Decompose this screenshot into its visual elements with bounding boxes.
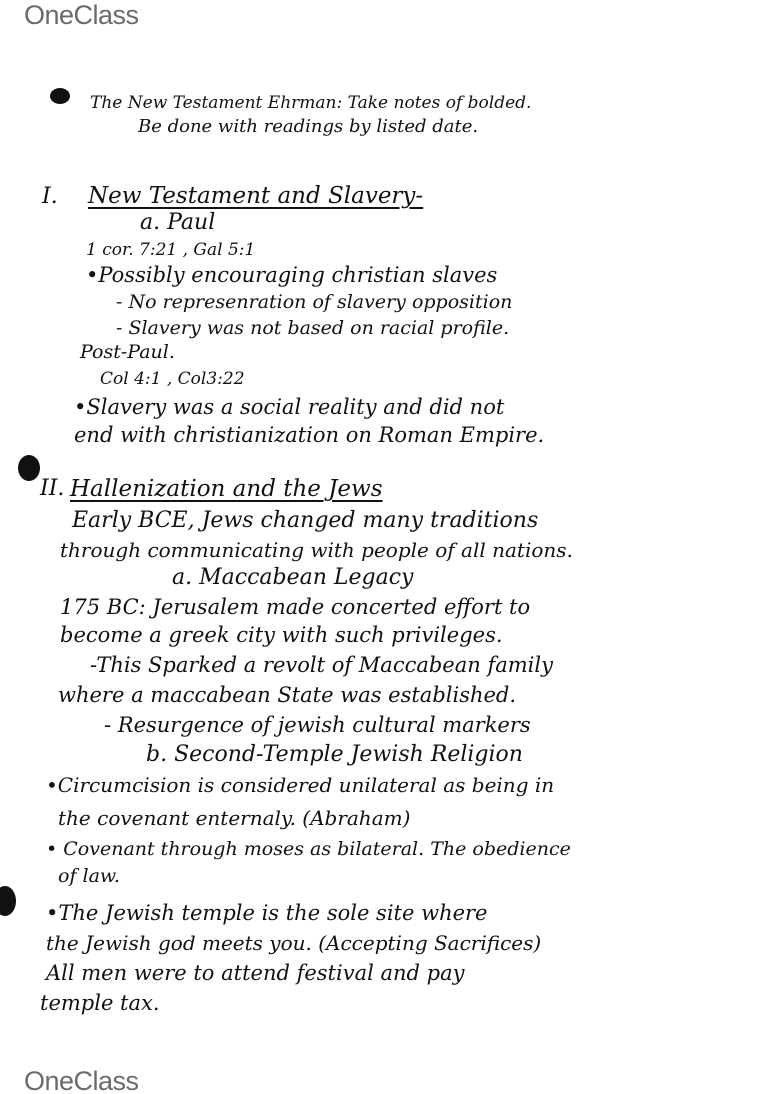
scripture-reference: 1 cor. 7:21 , Gal 5:1 (86, 240, 256, 260)
note-line: through communicating with people of all nations. (60, 538, 573, 562)
oneclass-logo-bottom: OneClass (24, 1066, 139, 1094)
section-number: I. (42, 184, 58, 209)
oneclass-logo-top: OneClass (24, 0, 139, 30)
note-line: •The Jewish temple is the sole site where (46, 901, 488, 925)
note-line: become a greek city with such privileges. (60, 623, 503, 647)
subheading: b. Second-Temple Jewish Religion (146, 742, 523, 767)
hole-punch-mark (18, 455, 40, 481)
note-line: Early BCE, Jews changed many traditions (72, 508, 539, 533)
note-line: - Resurgence of jewish cultural markers (104, 713, 531, 737)
note-line: of law. (58, 865, 120, 887)
note-line: the Jewish god meets you. (Accepting Sacrifices) (46, 931, 542, 955)
intro-line: The New Testament Ehrman: Take notes of bolded. (90, 93, 532, 113)
section-title: Hallenization and the Jews (70, 476, 383, 502)
note-line: •Possibly encouraging christian slaves (86, 263, 498, 287)
note-line: •Slavery was a social reality and did not (74, 395, 505, 419)
note-line: where a maccabean State was established. (58, 683, 517, 707)
hole-punch-mark (0, 886, 16, 916)
note-line: temple tax. (40, 991, 160, 1015)
subheading: a. Paul (140, 210, 216, 235)
scripture-reference: Col 4:1 , Col3:22 (100, 369, 245, 389)
note-line: All men were to attend festival and pay (46, 961, 465, 985)
note-line: • Covenant through moses as bilateral. The obedience (46, 838, 571, 860)
note-line: Post-Paul. (80, 341, 175, 363)
subheading: a. Maccabean Legacy (172, 565, 414, 590)
note-line: - No represenration of slavery opposition (116, 291, 513, 313)
note-line: -This Sparked a revolt of Maccabean family (90, 653, 553, 677)
note-line: 175 BC: Jerusalem made concerted effort to (60, 595, 531, 619)
section-number: II. (40, 476, 65, 501)
intro-line: Be done with readings by listed date. (138, 116, 479, 137)
hole-punch-mark (50, 88, 70, 104)
section-title: New Testament and Slavery- (88, 183, 424, 209)
note-line: the covenant enternaly. (Abraham) (58, 806, 411, 830)
note-line: end with christianization on Roman Empire. (74, 423, 545, 447)
note-line: - Slavery was not based on racial profile. (116, 317, 510, 339)
note-line: •Circumcision is considered unilateral as being in (46, 773, 555, 797)
